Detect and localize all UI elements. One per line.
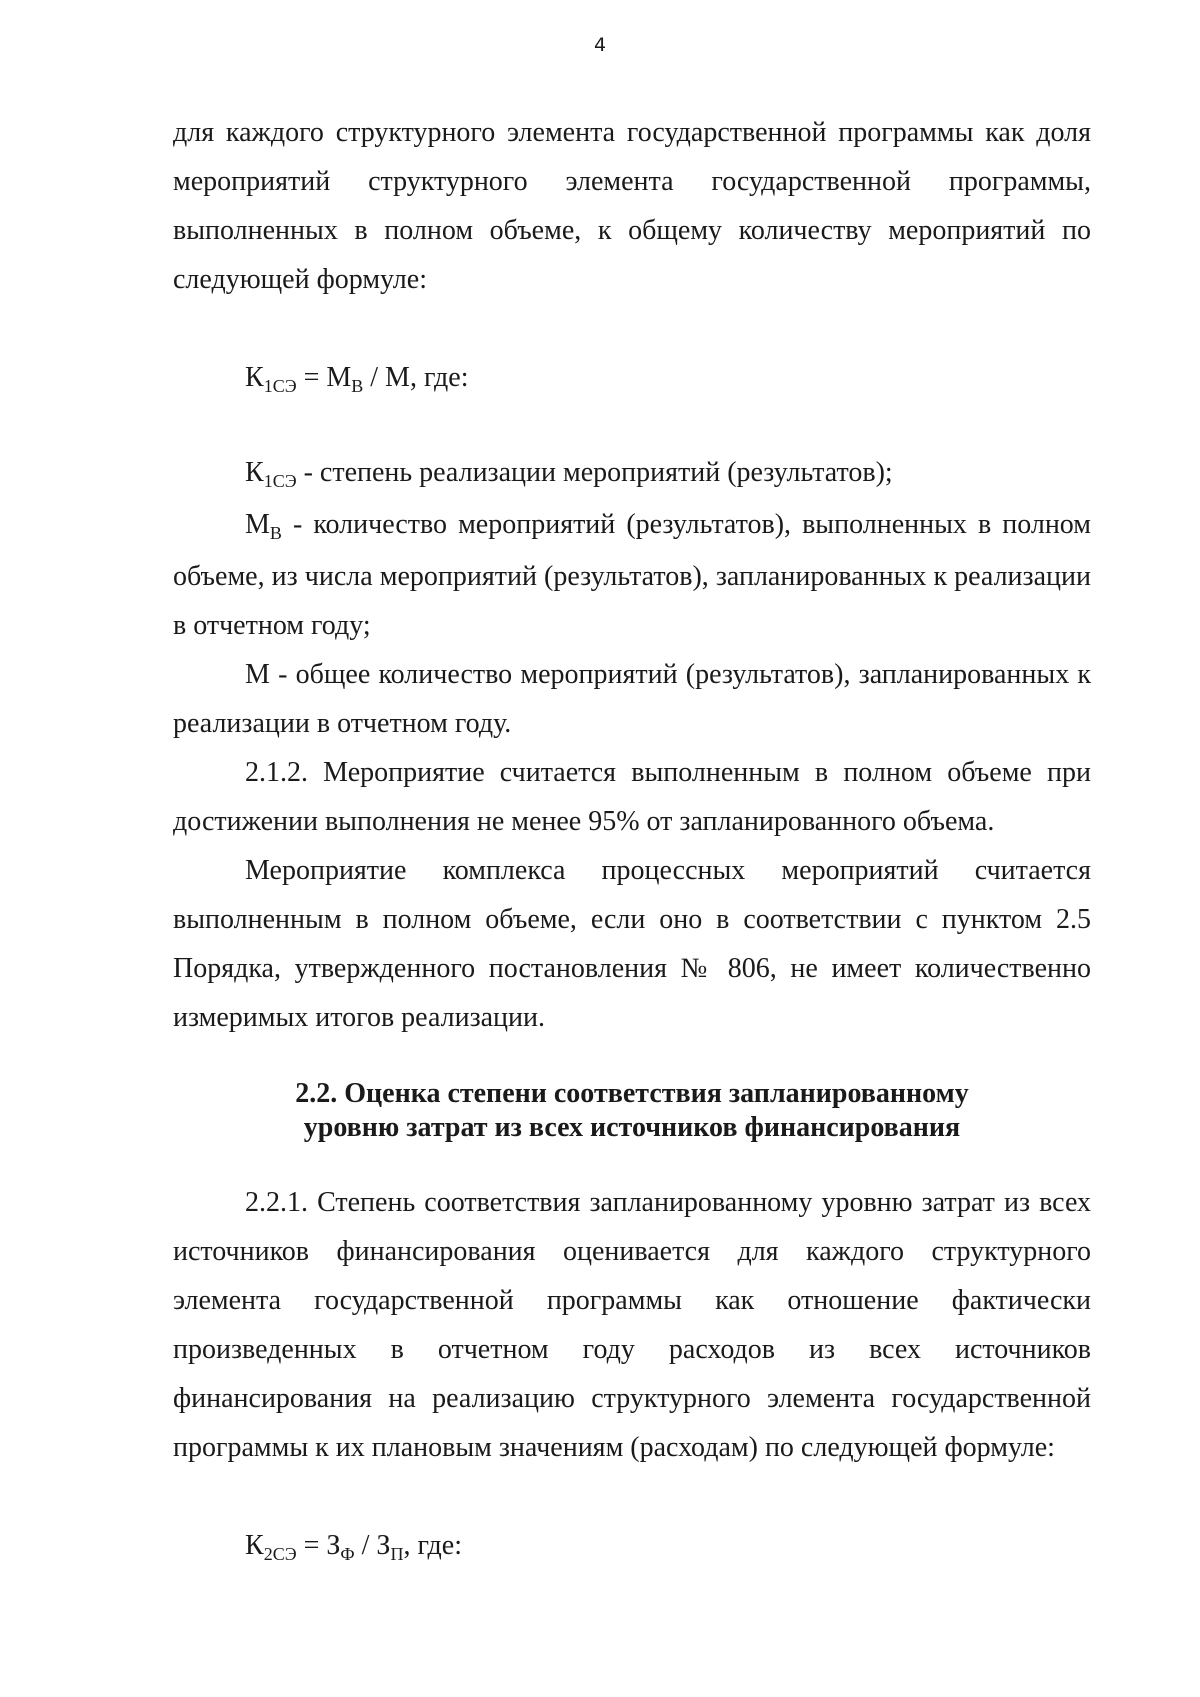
formula-zf-subscript: Ф bbox=[340, 1544, 355, 1564]
formula-k1-tail: / М, где: bbox=[363, 362, 469, 393]
document-body bbox=[173, 108, 1091, 1573]
formula-k2-subscript: 2СЭ bbox=[263, 1544, 297, 1564]
formula-mv-subscript: В bbox=[351, 376, 364, 396]
definition-mv bbox=[173, 500, 1091, 650]
formula-zp-subscript: П bbox=[390, 1544, 404, 1564]
formula-k2-symbol: К bbox=[245, 1530, 264, 1561]
definition-mv-text: - количество мероприятий (результатов), выполненных в полном объеме, из числа мероприятий (результатов), запланированных к реализации в отчетном году; bbox=[173, 509, 1091, 641]
section-heading bbox=[173, 1077, 1091, 1145]
definition-mv-symbol: М bbox=[245, 509, 270, 540]
definition-k1-text: - степень реализации мероприятий (результатов); bbox=[296, 457, 893, 488]
definition-k1-subscript: 1СЭ bbox=[263, 471, 297, 491]
definition-k1 bbox=[173, 448, 1091, 500]
formula-k2-slash: / З bbox=[354, 1530, 391, 1561]
formula-k1-symbol: К bbox=[245, 362, 264, 393]
definition-k1-symbol: К bbox=[245, 457, 264, 488]
formula-k2-tail: , где: bbox=[403, 1530, 462, 1561]
definition-mv-subscript: В bbox=[269, 523, 282, 543]
formula-k1-subscript: 1СЭ bbox=[263, 376, 297, 396]
formula-k1-equals: = М bbox=[296, 362, 352, 393]
definition-m: М - общее количество мероприятий (результатов), запланированных к реализации в отчетном году. bbox=[173, 659, 1091, 739]
paragraph-2-2-1: 2.2.1. Степень соответствия запланированному уровню затрат из всех источников финансирования оценивается для каждого структурного элемента государственной программы как отношение фактически произведенных в отчетном году расходов из всех источников финансирования на реализацию структурного элемента государственной программы к их плановым значениям (расходам) по следующей формуле: bbox=[173, 1187, 1091, 1463]
formula-k1 bbox=[173, 353, 1091, 405]
section-heading-line1: 2.2. Оценка степени соответствия запланированному bbox=[295, 1078, 969, 1109]
formula-k2-equals: = З bbox=[296, 1530, 341, 1561]
formula-k2 bbox=[173, 1521, 1091, 1573]
paragraph-intro: для каждого структурного элемента государственной программы как доля мероприятий структурного элемента государственной программы, выполненных в полном объеме, к общему количеству мероприятий по следующей формуле: bbox=[173, 117, 1091, 295]
paragraph-2-1-2: 2.1.2. Мероприятие считается выполненным в полном объеме при достижении выполнения не менее 95% от запланированного объема. bbox=[173, 757, 1091, 837]
paragraph-complex: Мероприятие комплекса процессных мероприятий считается выполненным в полном объеме, если оно в соответствии с пунктом 2.5 Порядка, утвержденного постановления № 806, не имеет количественно измеримых итогов реализации. bbox=[173, 855, 1091, 1033]
section-heading-line2: уровню затрат из всех источников финансирования bbox=[303, 1112, 961, 1143]
page-number: 4 bbox=[593, 34, 607, 56]
